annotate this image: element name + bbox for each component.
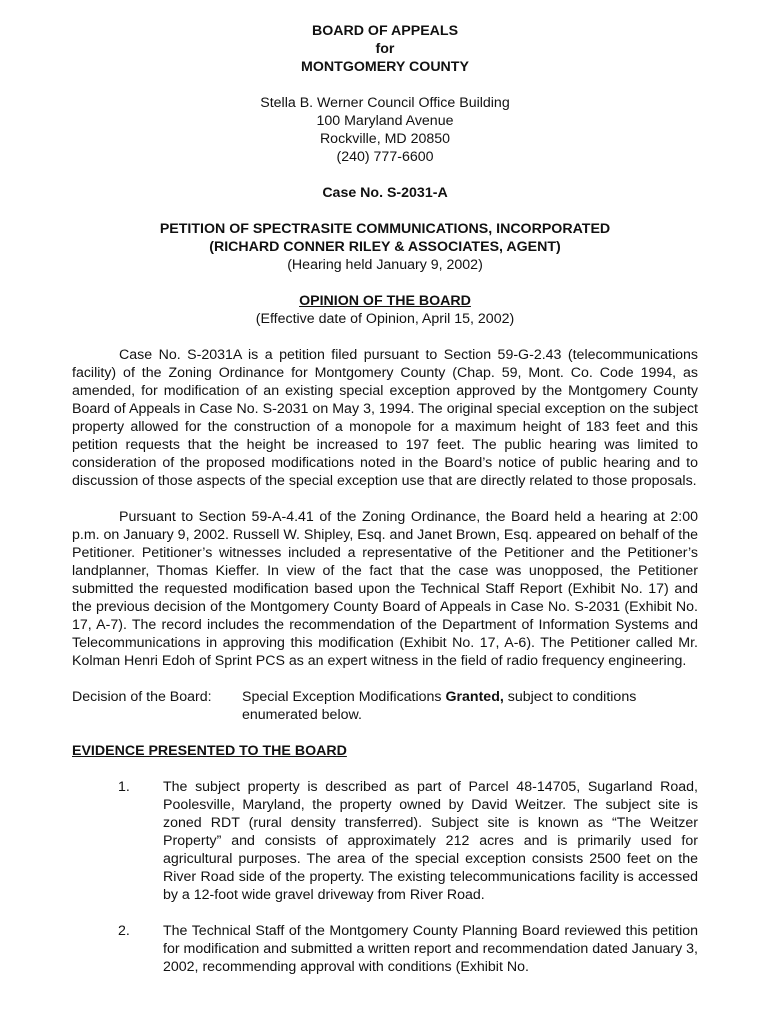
body-paragraph-2: Pursuant to Section 59-A-4.41 of the Zoning Ordinance, the Board held a hearing at 2:00 p.m. on January 9, 2002. Russell W. Shipley, Esq. and Janet Brown, Esq. appeared on behalf of the Petitioner. Petitioner’s witnesses included a representative of the Petitioner and the Petitioner’s landplanner, Thomas Kieffer. In view of the fact that the case was unopposed, the Petitioner submitted the requested modification based upon the Technical Staff Report (Exhibit No. 17) and the previous decision of the Montgomery County Board of Appeals in Case No. S-2031 (Exhibit No. 17, A-7). The record includes the recommendation of the Department of Information Systems and Telecommunications in approving this modification (Exhibit No. 17, A-6). The Petitioner called Mr. Kolman Henri Edoh of Sprint PCS as an expert witness in the field of radio frequency engineering. — [72, 509, 698, 669]
header-for: for — [375, 41, 395, 57]
evidence-list — [72, 778, 698, 976]
petition-block — [72, 220, 698, 274]
decision-text-end: subject to conditions enumerated below. — [242, 689, 637, 723]
address-city: Rockville, MD 20850 — [319, 131, 451, 147]
opinion-title: OPINION OF THE BOARD — [299, 293, 471, 309]
body-paragraph-1: Case No. S-2031A is a petition filed pursuant to Section 59-G-2.43 (telecommunications facility) of the Zoning Ordinance for Montgomery County (Chap. 59, Mont. Co. Code 1994, as amended, for modification of an existing special exception approved by the Montgomery County Board of Appeals in Case No. S-2031 on May 3, 1994. The original special exception on the subject property allowed for the construction of a monopole for a maximum height of 183 feet and this petition requests that the height be increased to 197 feet. The public hearing was limited to consideration of the proposed modifications noted in the Board’s notice of public hearing and to discussion of those aspects of the special exception use that are directly related to those proposals. — [72, 347, 698, 489]
decision-block — [72, 688, 698, 724]
opinion-effective-date: (Effective date of Opinion, April 15, 2002) — [255, 311, 515, 327]
petition-title: PETITION OF SPECTRASITE COMMUNICATIONS, INCORPORATED — [159, 221, 611, 237]
decision-label: Decision of the Board: — [72, 689, 212, 705]
evidence-item-2 — [72, 922, 698, 976]
document-header — [72, 22, 698, 76]
opinion-block — [72, 292, 698, 328]
header-county: MONTGOMERY COUNTY — [301, 59, 469, 75]
document-page — [72, 22, 698, 1002]
address-phone: (240) 777-6600 — [336, 149, 434, 165]
header-board-title: BOARD OF APPEALS — [311, 23, 459, 39]
address-building: Stella B. Werner Council Office Building — [260, 95, 510, 111]
evidence-item-1 — [72, 778, 698, 904]
case-number: Case No. S-2031-A — [322, 185, 448, 201]
office-address — [72, 94, 698, 166]
evidence-item-text: The subject property is described as part of Parcel 48-14705, Sugarland Road, Poolesville, Maryland, the property owned by David Weitzer. The subject site is zoned RDT (rural density transferred). Subject site is known as “The Weitzer Property” and consists of approximately 212 acres and is primarily used for agricultural purposes. The area of the special exception consists 2500 feet on the River Road side of the property. The existing telecommunications facility is accessed by a 12-foot wide gravel driveway from River Road. — [163, 779, 698, 903]
address-street: 100 Maryland Avenue — [316, 113, 454, 129]
evidence-heading: EVIDENCE PRESENTED TO THE BOARD — [72, 743, 347, 759]
evidence-item-number: 1. — [118, 779, 130, 795]
decision-text-start: Special Exception Modifications — [242, 689, 446, 705]
evidence-item-number: 2. — [118, 923, 130, 939]
decision-granted: Granted, — [445, 689, 504, 705]
petition-agent: (RICHARD CONNER RILEY & ASSOCIATES, AGENT) — [209, 239, 561, 255]
evidence-item-text: The Technical Staff of the Montgomery County Planning Board reviewed this petition for modification and submitted a written report and recommendation dated January 3, 2002, recommending approval with conditions (Exhibit No. — [163, 923, 698, 975]
hearing-date: (Hearing held January 9, 2002) — [287, 257, 483, 273]
decision-text — [242, 688, 698, 724]
